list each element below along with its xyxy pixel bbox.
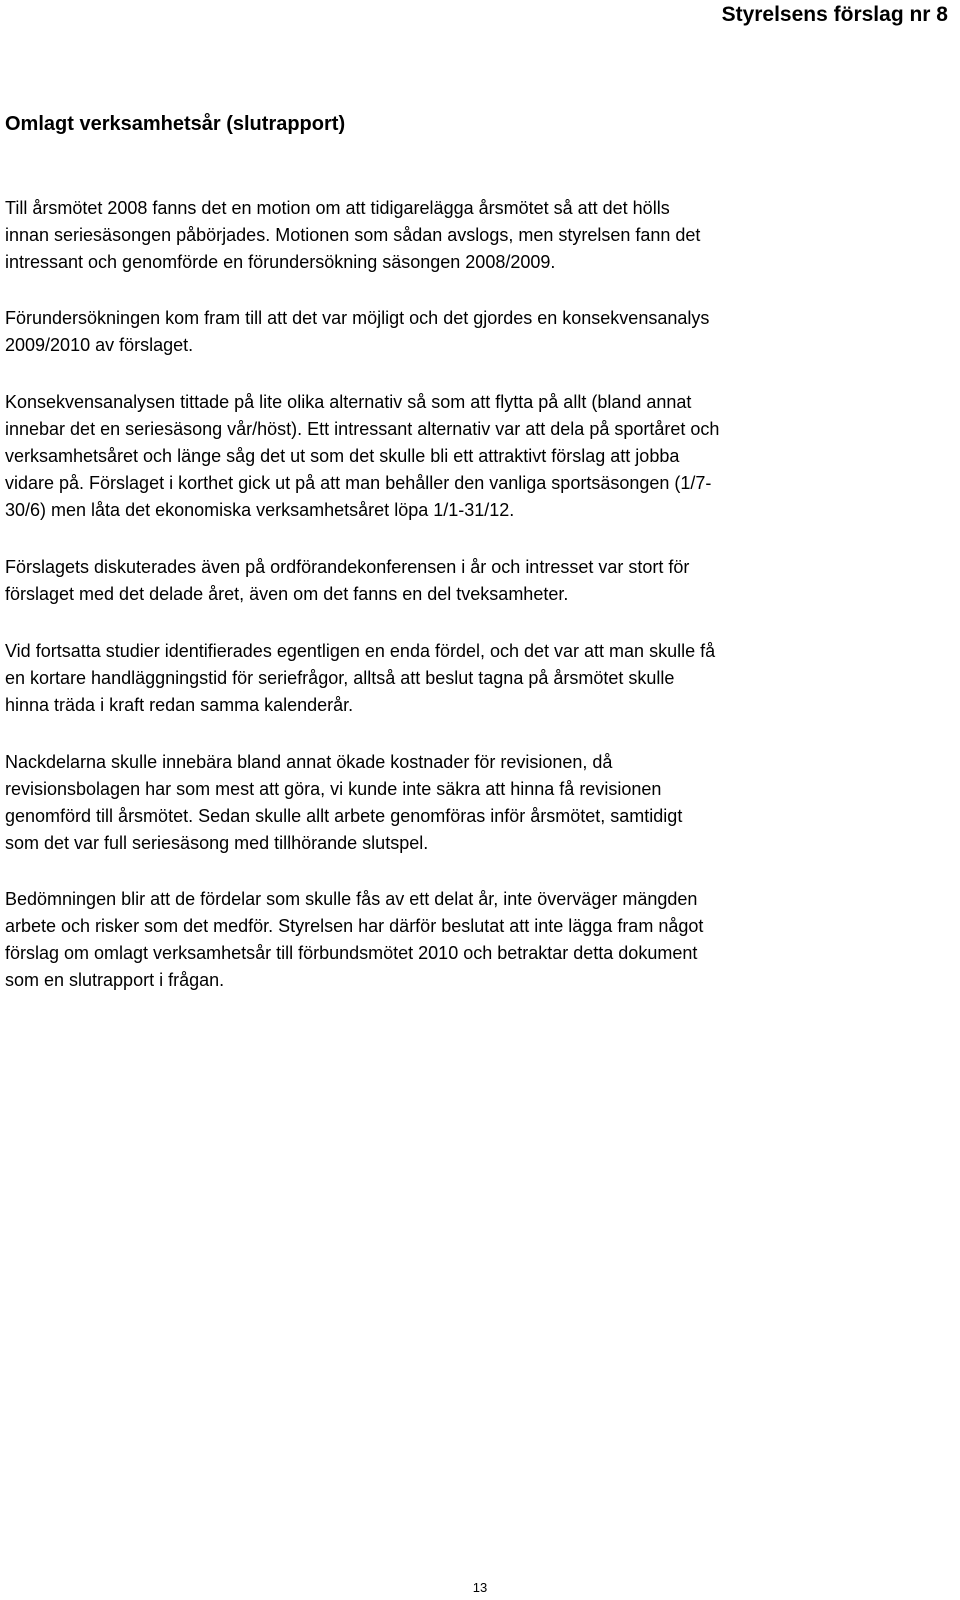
paragraph-line: genomförd till årsmötet. Sedan skulle allt arbete genomföras inför årsmötet, samtidigt bbox=[5, 806, 683, 826]
paragraph-line: intressant och genomförde en förundersökning säsongen 2008/2009. bbox=[5, 252, 556, 272]
paragraph-line: Konsekvensanalysen tittade på lite olika alternativ så som att flytta på allt (bland annat bbox=[5, 392, 692, 412]
paragraph-line: som det var full seriesäsong med tillhörande slutspel. bbox=[5, 833, 429, 853]
paragraph-line: 30/6) men låta det ekonomiska verksamhetsåret löpa 1/1-31/12. bbox=[5, 500, 515, 520]
paragraph-line: förslaget med det delade året, även om det fanns en del tveksamheter. bbox=[5, 584, 569, 604]
paragraph-line: Vid fortsatta studier identifierades egentligen en enda fördel, och det var att man skulle få bbox=[5, 641, 716, 661]
paragraph-5 bbox=[5, 638, 955, 719]
paragraph-line: innebar det en seriesäsong vår/höst). Ett intressant alternativ var att dela på sportåret och bbox=[5, 419, 720, 439]
paragraph-4 bbox=[5, 554, 955, 608]
paragraph-line: Nackdelarna skulle innebära bland annat ökade kostnader för revisionen, då bbox=[5, 752, 613, 772]
header-title: Styrelsens förslag nr 8 bbox=[721, 3, 948, 26]
paragraph-line: Bedömningen blir att de fördelar som skulle fås av ett delat år, inte överväger mängden bbox=[5, 889, 698, 909]
paragraph-1 bbox=[5, 195, 955, 276]
page-number: 13 bbox=[472, 1580, 488, 1595]
paragraph-line: en kortare handläggningstid för seriefrågor, alltså att beslut tagna på årsmötet skulle bbox=[5, 668, 675, 688]
paragraph-line: Förundersökningen kom fram till att det var möjligt och det gjordes en konsekvensanalys bbox=[5, 308, 710, 328]
paragraph-line: arbete och risker som det medför. Styrelsen har därför beslutat att inte lägga fram något bbox=[5, 916, 704, 936]
document-title: Omlagt verksamhetsår (slutrapport) bbox=[5, 113, 346, 135]
paragraph-line: revisionsbolagen har som mest att göra, vi kunde inte säkra att hinna få revisionen bbox=[5, 779, 662, 799]
paragraph-line: förslag om omlagt verksamhetsår till förbundsmötet 2010 och betraktar detta dokument bbox=[5, 943, 698, 963]
paragraph-7 bbox=[5, 886, 955, 994]
paragraph-3 bbox=[5, 389, 955, 524]
paragraph-line: vidare på. Förslaget i korthet gick ut på att man behåller den vanliga sportsäsongen (1/7- bbox=[5, 473, 712, 493]
paragraph-line: som en slutrapport i frågan. bbox=[5, 970, 225, 990]
paragraph-line: verksamhetsåret och länge såg det ut som det skulle bli ett attraktivt förslag att jobba bbox=[5, 446, 680, 466]
paragraph-line: Till årsmötet 2008 fanns det en motion om att tidigarelägga årsmötet så att det hölls bbox=[5, 198, 670, 218]
paragraph-line: hinna träda i kraft redan samma kalenderår. bbox=[5, 695, 354, 715]
paragraph-line: Förslagets diskuterades även på ordförandekonferensen i år och intresset var stort för bbox=[5, 557, 690, 577]
paragraph-line: 2009/2010 av förslaget. bbox=[5, 335, 194, 355]
paragraph-line: innan seriesäsongen påbörjades. Motionen som sådan avslogs, men styrelsen fann det bbox=[5, 225, 701, 245]
paragraph-6 bbox=[5, 749, 955, 857]
paragraph-2 bbox=[5, 305, 955, 359]
